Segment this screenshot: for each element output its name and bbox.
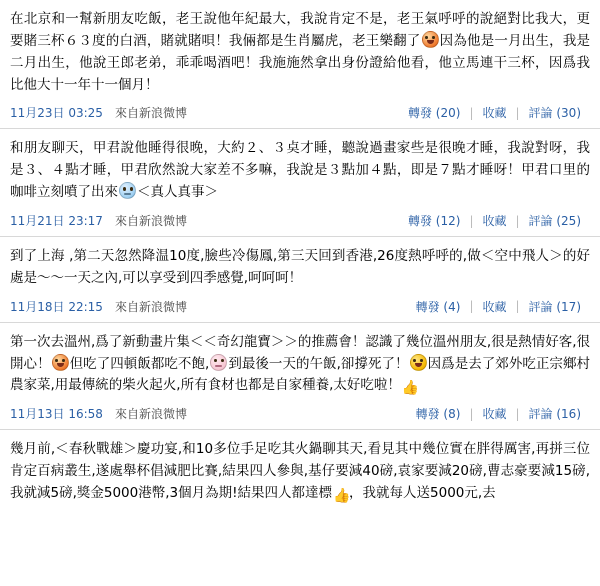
- favorite-link[interactable]: 收藏: [482, 214, 507, 229]
- post-actions: [407, 405, 590, 422]
- emoji-smile-icon: [410, 354, 427, 371]
- action-divider: |: [469, 299, 474, 314]
- action-divider: |: [515, 105, 520, 120]
- post-item: [0, 236, 600, 322]
- action-divider: |: [515, 213, 520, 228]
- post-item: [0, 128, 600, 236]
- forward-link[interactable]: 轉發 (12): [407, 214, 461, 229]
- post-source: 來自新浪微博: [114, 299, 187, 314]
- post-item: [0, 429, 600, 507]
- emoji-laughing-icon: [52, 354, 69, 371]
- post-timestamp[interactable]: 11月21日 23:17: [10, 214, 103, 229]
- emoji-thumbs-up-icon: [333, 486, 348, 503]
- action-divider: |: [469, 406, 474, 421]
- post-meta: [0, 296, 600, 322]
- post-meta: [0, 102, 600, 128]
- post-text: 和朋友聊天，甲君說他睡得很晚，大約２、３奌才睡，聽說過畫家些是很晚才睡，我說對呀，我是３、４點才睡，甲君欣然說大家差不多嘛，我說是３點加４點，即是７點才睡呀！甲君口里的咖啡立刻噴了出來 ＜真人真事＞: [10, 140, 590, 201]
- post-meta: [0, 403, 600, 429]
- action-divider: |: [469, 105, 474, 120]
- post-actions: [399, 104, 590, 121]
- favorite-link[interactable]: 收藏: [482, 299, 507, 314]
- comment-link[interactable]: 評論 (30): [528, 106, 581, 121]
- post-actions: [407, 298, 590, 315]
- post-source: 來自新浪微博: [114, 106, 187, 121]
- emoji-speechless-icon: [119, 182, 136, 199]
- forward-link[interactable]: 轉發 (4): [415, 299, 461, 314]
- post-timestamp[interactable]: 11月23日 03:25: [10, 106, 103, 121]
- post-text: 到了上海 ,第二天忽然降温10度,臉些冷傷鳳,第三天回到香港,26度熱呼呼的,做＜空中飛人＞的好處是～～一天之內,可以享受到四季感覺,呵呵呵！: [10, 248, 590, 286]
- action-divider: |: [469, 213, 474, 228]
- emoji-shocked-icon: [210, 354, 227, 371]
- post-meta: [0, 210, 600, 236]
- post-item: [0, 0, 600, 128]
- post-text: 幾月前,＜春秋戰雄＞慶功宴,和10多位手足吃其火鍋聊其天,看見其中幾位實在胖得厲害,再拼三位肯定百病叢生,遂處舉杯倡減肥比賽,結果四人參與,基仔要減40磅,袁家要減20磅,曹志豪要減15磅,我就減5磅,獎金5000港幣,3個月為期!結果四人都達標 👍 ，我就每人送5000元,去: [0, 430, 600, 507]
- comment-link[interactable]: 評論 (25): [528, 214, 581, 229]
- favorite-link[interactable]: 收藏: [482, 106, 507, 121]
- post-item: [0, 322, 600, 430]
- post-source: 來自新浪微博: [114, 407, 187, 422]
- emoji-thumbs-up-icon: [402, 378, 417, 395]
- post-source: 來自新浪微博: [114, 214, 187, 229]
- comment-link[interactable]: 評論 (17): [528, 299, 581, 314]
- post-text: 第一次去溫州,爲了新動畫片集＜＜奇幻龍寶＞＞的推薦會！認識了幾位溫州朋友,很是熱情好客,很開心！ 但吃了四頓飯都吃不飽, 到最後一天的午飯,卻撐死了！ 因爲是去了郊外吃正宗鄉村農家菜,用最傳統的柴火起火,所有食材也都是自家種養,太好吃啦！👍: [0, 323, 600, 404]
- favorite-link[interactable]: 收藏: [482, 407, 507, 422]
- forward-link[interactable]: 轉發 (8): [415, 407, 461, 422]
- post-timestamp[interactable]: 11月18日 22:15: [10, 299, 103, 314]
- comment-link[interactable]: 評論 (16): [528, 407, 581, 422]
- action-divider: |: [515, 299, 520, 314]
- forward-link[interactable]: 轉發 (20): [407, 106, 461, 121]
- post-timestamp[interactable]: 11月13日 16:58: [10, 407, 103, 422]
- action-divider: |: [515, 406, 520, 421]
- emoji-laughing-icon: [422, 31, 439, 48]
- post-actions: [399, 212, 590, 229]
- post-text: 在北京和一幫新朋友吃飯，老王說他年紀最大，我說肯定不是，老王氣呼呼的說絕對比我大，更要賭三杯６３度的白酒，賭就賭唄！我倆都是生肖屬虎，老王樂翻了 因為他是一月出生，我是二月出生，他說王郎老弟，乖乖喝酒吧！我施施然拿出身份證給他看，他立馬連干三杯，因爲我比他大十一年十一個月！: [10, 11, 591, 93]
